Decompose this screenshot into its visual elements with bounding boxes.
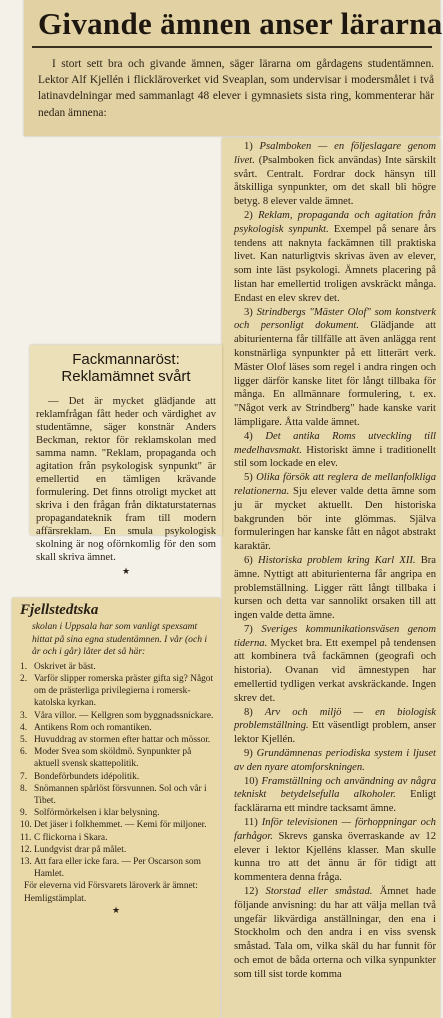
list-item-number: 6. (20, 747, 28, 758)
topic-number: 10) (244, 775, 259, 787)
topic-title: Sveriges kommunikationsväsen genom tiderna. (234, 623, 436, 649)
fjellstedtska-heading: Fjellstedtska (20, 602, 99, 618)
topic-title: Psalmboken — en följeslagare genom livet. (234, 141, 436, 166)
list-item (20, 819, 214, 831)
list-item-number: 1. (20, 661, 28, 672)
topic-comment: Ämnet hade följande anvisning: du har att välja mellan två ungefär likvärdiga anställningar, den ena i Stockholm och den andra i en viss svensk småstad. Tala om, vilka skäl du har funnit för och emot de båda orterna och vilka synpunkter som till sist torde komma (234, 886, 436, 980)
fjellstedtska-outro-line1: För eleverna vid Försvarets läroverk är ämnet: (24, 881, 198, 892)
sidebar-heading (30, 345, 222, 385)
topic-comment: Glädjande att abiturienterna får tillfälle att även anlägga rent konstnärliga synpunkter på ett litterärt verk. Mäster Olof läses som regel i andra ringen och ligger därför kanske litet för långt tillbaka för många. En allmännare formulering, t. ex. "Något verk av Strindberg" hade kanske varit lämpligare. Åtta valde ämnet. (234, 320, 436, 428)
list-item (20, 783, 214, 807)
list-item (20, 722, 214, 734)
topic-title: Framställning och användning av några tekniskt betydelsefulla alkoholer. (234, 775, 436, 801)
list-item-number: 3. (20, 710, 28, 721)
topic-title: Grundämnenas periodiska system i ljuset av den nyare atomforskningen. (234, 748, 436, 773)
topic-item (234, 554, 436, 623)
list-item (20, 673, 214, 710)
list-item-text: Bondeförbundets idépolitik. (34, 771, 140, 782)
list-item-number: 13. (20, 857, 32, 868)
topic-title: Strindbergs "Mäster Olof" som konstverk och personligt dokument. (234, 306, 436, 332)
sidebar-heading-line1: Fackmannaröst: (72, 351, 180, 368)
topic-comment: Skrevs ganska överraskande av 12 elever i lektor Kjelléns klasser. Man skulle kunna tro att det ännu är för tidigt att kommentera denna fråga. (234, 830, 436, 884)
list-item-text: Snömannen spårlöst försvunnen. Sol och vår i Tibet. (34, 783, 207, 807)
topic-item (234, 623, 436, 706)
topic-comment: Enligt facklärarna ett mindre tacksamt ämne. (234, 789, 436, 815)
topic-number: 4) (244, 430, 253, 442)
list-item-number: 8. (20, 783, 28, 794)
list-item (20, 746, 214, 770)
topics-list (222, 138, 440, 982)
topic-comment: Bra ämne. Nyttigt att abiturienterna får angripa en problemställning. Ligger rätt långt tillbaka i kursen och detta var sannolikt orsaken till att ingen valde detta ämne. (234, 554, 436, 622)
topic-comment: Ett väsentligt problem, anser lektor Kjellén. (234, 720, 436, 746)
fjellstedtska-intro: skolan i Uppsala har som vanligt spexsamt hittat på sina egna studentämnen. I vår (och i år och i går) låter det så här: (32, 621, 208, 658)
list-item (20, 771, 214, 783)
star-icon: ★ (111, 904, 121, 915)
list-item-number: 5. (20, 735, 28, 745)
topic-comment: Exempel på senare års tendens att naknyta fackämnen till praktiska livet. Kan naturligtvis skrivas även av elever, som inte läst psykologi. Ämnets placering på listan har emellertid troligen avskräckt många. Endast en elev skrev det. (234, 223, 436, 304)
topic-title: Arv och miljö — en biologisk problemställning. (234, 706, 436, 732)
list-item-number: 4. (20, 722, 28, 733)
topic-item (234, 471, 436, 554)
topic-title: Reklam, propaganda och agitation från psykologisk synpunkt. (234, 209, 436, 235)
topic-number: 5) (244, 472, 253, 484)
topic-number: 9) (244, 748, 253, 760)
topic-comment: Historiskt ämne i traditionellt stil som lockade en elev. (234, 444, 436, 470)
list-item-text: Det jäser i folkhemmet. — Kemi för miljoner. (34, 820, 207, 831)
list-item-number: 11. (20, 832, 32, 843)
topic-item (234, 140, 436, 209)
list-item (20, 832, 214, 844)
sidebar-heading-line2: Reklamämnet svårt (61, 368, 191, 385)
fjellstedtska-clipping (12, 598, 220, 1018)
headline: Givande ämnen anser lärarna (38, 6, 443, 41)
topic-number: 11) (244, 817, 258, 829)
topic-number: 12) (244, 886, 259, 898)
list-item-text: Lundgvist drar på målet. (34, 844, 127, 855)
list-item-number: 2. (20, 673, 28, 684)
list-item (20, 856, 214, 880)
list-item-number: 12. (20, 844, 32, 855)
list-item-number: 7. (20, 771, 28, 782)
topic-title: Inför televisionen — förhoppningar och farhågor. (234, 817, 436, 842)
topic-number: 1) (244, 141, 253, 152)
topic-title: Storstad eller småstad. (265, 886, 373, 898)
topic-number: 7) (244, 623, 253, 635)
list-item-text: Varför slipper romerska präster gifta sig? Något om de prästerliga privilegierna i romersk-katolska kyrkan. (34, 673, 214, 709)
topic-comment: (Psalmboken fick användas) Inte särskilt svårt. Centralt. Fordrar dock hänsyn till åtskilliga synpunkter, om det skall bli högre betyg. 8 elever valde ämnet. (234, 154, 436, 208)
topic-item (234, 430, 436, 471)
list-item (20, 807, 214, 819)
lead-paragraph: I stort sett bra och givande ämnen, säger lärarna om gårdagens studentämnen. Lektor Alf Kjellén i flickläroverket vid Sveaplan, som undervisar i modersmålet i två latinavdelningar med sammanlagt 48 elever i gymnasiets sista ring, kommenterar här nedan ämnena: (38, 58, 434, 119)
topic-item (234, 747, 436, 775)
topic-item (234, 885, 436, 982)
list-item-text: Antikens Rom och romantiken. (34, 722, 152, 733)
sidebar-clipping (30, 345, 222, 576)
topic-item (234, 706, 436, 747)
topic-number: 6) (244, 554, 253, 566)
topic-item (234, 816, 436, 885)
topic-comment: Mycket bra. Ett exempel på tendensen att kombinera två fackämnen (geografi och historia). Ovanan vid ämnestypen har emellertid tydligen verkat avskräckande. Ingen skrev det. (234, 637, 436, 704)
topic-number: 2) (244, 209, 253, 221)
headline-clipping (24, 0, 443, 136)
list-item-text: Solförmörkelsen i klar belysning. (34, 808, 160, 819)
list-item-text: Moder Svea som sköldmö. Synpunkter på aktuell svensk skattepolitik. (34, 747, 192, 770)
topic-comment: Sju elever valde detta ämne som ju är mycket aktuellt. Den historiska bakgrunden bör inte glömmas. Själva formuleringen har kanske fått en något abstrakt karaktär. (234, 485, 436, 553)
fjellstedtska-list (12, 661, 220, 881)
topic-item (234, 775, 436, 816)
list-item-text: Huvuddrag av stormen efter hattar och mössor. (34, 735, 211, 745)
list-item-number: 9. (20, 808, 28, 819)
topic-number: 3) (244, 306, 253, 318)
list-item-text: Att fara eller icke fara. — Per Oscarson som Hamlet. (34, 857, 201, 880)
star-icon: ★ (121, 566, 131, 576)
list-item (20, 710, 214, 722)
list-item-text: Oskrivet är bäst. (34, 661, 96, 672)
topic-item (234, 209, 436, 306)
topic-title: Olika försök att reglera de mellanfolkliga relationerna. (234, 472, 436, 497)
list-item (20, 661, 214, 673)
topic-number: 8) (244, 706, 253, 718)
topic-title: Det antika Roms utveckling till medelhavsmakt. (234, 430, 436, 456)
list-item-text: Våra villor. — Kellgren som byggnadssnickare. (34, 710, 214, 721)
list-item-text: C flickorna i Skara. (34, 832, 108, 843)
list-item (20, 734, 214, 746)
fjellstedtska-outro-line2: Hemligstämplat. (24, 893, 87, 904)
list-item-number: 10. (20, 820, 32, 831)
topics-column (222, 138, 440, 1018)
topic-title: Historiska problem kring Karl XII. (257, 554, 416, 566)
sidebar-body: — Det är mycket glädjande att reklamfrågan fått heder och värdighet av studentämne, säger konstnär Anders Beckman, rektor för reklamskolan med samma namn. "Reklam, propaganda och agitation från psykologisk synpunkt" är emellertid en tämligen krävande formulering. Det finns otroligt mycket att skriva i den frågan från diktaturstaternas propagandateknik fram till modern affärsreklam. En smula psykologisk skolning är nog oförnkomlig för den som skall skriva ämnet. (36, 396, 216, 563)
fjellstedtska-outro (12, 880, 220, 904)
list-item (20, 844, 214, 856)
topic-item (234, 306, 436, 430)
